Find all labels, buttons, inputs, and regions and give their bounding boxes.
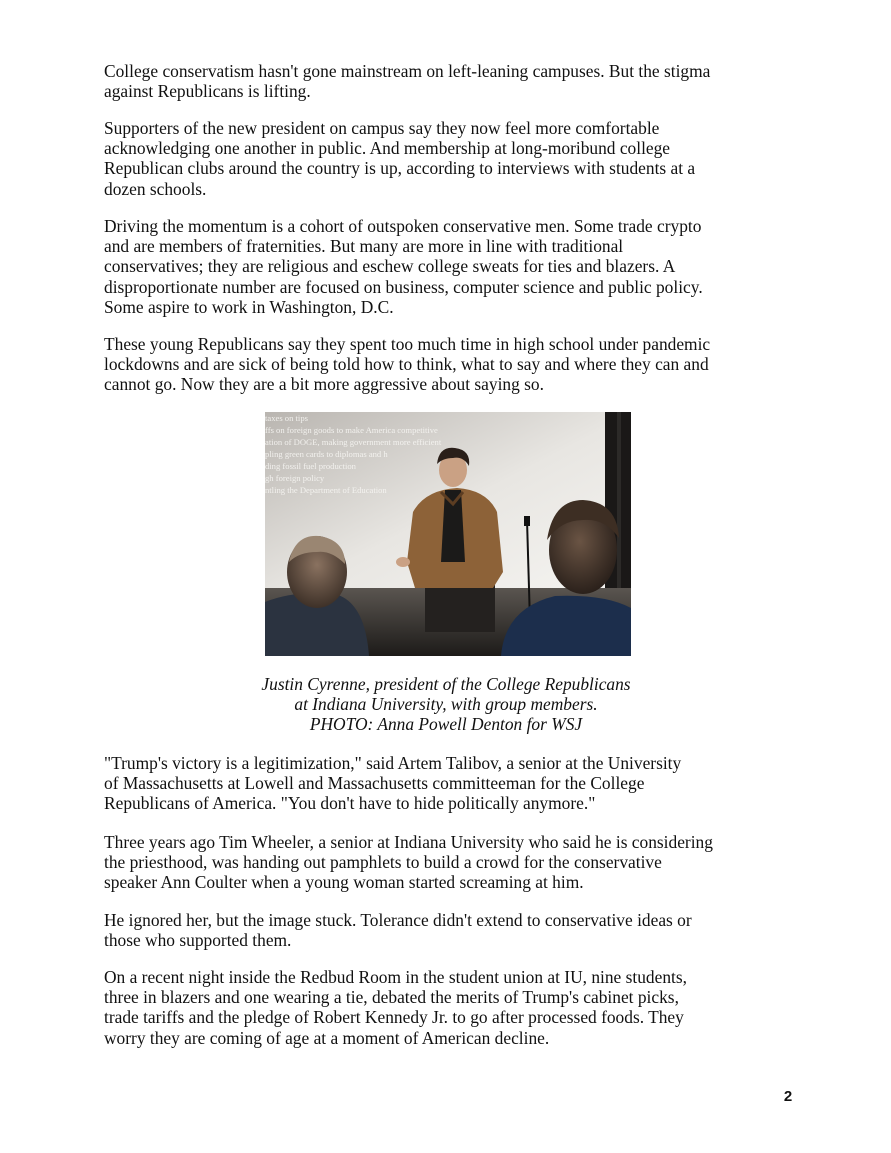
text-line: Republicans of America. "You don't have to hide politically anymore." xyxy=(104,793,596,814)
text-line: disproportionate number are focused on business, computer science and public policy. xyxy=(104,276,703,297)
text-line: those who supported them. xyxy=(104,930,292,951)
photo-caption xyxy=(104,674,788,735)
paragraph xyxy=(104,61,804,101)
text-line: These young Republicans say they spent too much time in high school under pandemic xyxy=(104,334,711,354)
paragraph xyxy=(104,967,804,1048)
caption-line: Justin Cyrenne, president of the College Republicans xyxy=(261,674,631,694)
text-line: On a recent night inside the Redbud Room in the student union at IU, nine students, xyxy=(104,967,687,987)
paragraph xyxy=(104,832,804,893)
text-line: "Trump's victory is a legitimization," said Artem Talibov, a senior at the University xyxy=(104,753,682,773)
paragraph xyxy=(104,118,804,199)
paragraph xyxy=(104,334,804,395)
text-line: speaker Ann Coulter when a young woman started screaming at him. xyxy=(104,872,584,893)
paragraph xyxy=(104,753,804,814)
page-number: 2 xyxy=(783,1088,793,1105)
screen-text: taxes on tips xyxy=(265,413,308,423)
text-line: lockdowns and are sick of being told how to think, what to say and where they can and xyxy=(104,354,709,375)
photo-illustration xyxy=(265,412,631,656)
screen-text: gh foreign policy xyxy=(265,473,325,483)
screen-text: ntling the Department of Education xyxy=(265,485,387,495)
screen-text: ffs on foreign goods to make America competitive xyxy=(265,425,438,435)
paragraph xyxy=(104,910,804,950)
text-line: Some aspire to work in Washington, D.C. xyxy=(104,296,394,317)
screen-text: pling green cards to diplomas and h xyxy=(265,449,388,459)
text-line: Republican clubs around the country is up, according to interviews with students at a xyxy=(104,158,696,179)
text-line: against Republicans is lifting. xyxy=(104,81,311,102)
text-line: acknowledging one another in public. And membership at long-moribund college xyxy=(104,138,671,159)
text-line: of Massachusetts at Lowell and Massachusetts committeeman for the College xyxy=(104,773,645,794)
caption-line: at Indiana University, with group members. xyxy=(294,694,598,715)
article-photo xyxy=(265,412,631,656)
text-line: Driving the momentum is a cohort of outspoken conservative men. Some trade crypto xyxy=(104,216,702,236)
text-line: worry they are coming of age at a moment of American decline. xyxy=(104,1027,550,1048)
text-line: conservatives; they are religious and eschew college sweats for ties and blazers. A xyxy=(104,256,676,277)
screen-text: ation of DOGE, making government more efficient xyxy=(265,437,442,447)
text-line: the priesthood, was handing out pamphlets to build a crowd for the conservative xyxy=(104,852,662,873)
text-line: three in blazers and one wearing a tie, debated the merits of Trump's cabinet picks, xyxy=(104,987,679,1008)
screen-text: ding fossil fuel production xyxy=(265,461,356,471)
caption-line: PHOTO: Anna Powell Denton for WSJ xyxy=(309,714,583,735)
text-line: Supporters of the new president on campus say they now feel more comfortable xyxy=(104,118,660,138)
text-line: cannot go. Now they are a bit more aggressive about saying so. xyxy=(104,374,544,395)
text-line: and are members of fraternities. But many are more in line with traditional xyxy=(104,236,624,257)
text-line: College conservatism hasn't gone mainstream on left-leaning campuses. But the stigma xyxy=(104,61,711,81)
text-line: Three years ago Tim Wheeler, a senior at Indiana University who said he is considering xyxy=(104,832,713,852)
text-line: trade tariffs and the pledge of Robert Kennedy Jr. to go after processed foods. They xyxy=(104,1007,684,1028)
text-line: He ignored her, but the image stuck. Tolerance didn't extend to conservative ideas or xyxy=(104,910,692,930)
text-line: dozen schools. xyxy=(104,178,207,199)
paragraph xyxy=(104,216,804,317)
